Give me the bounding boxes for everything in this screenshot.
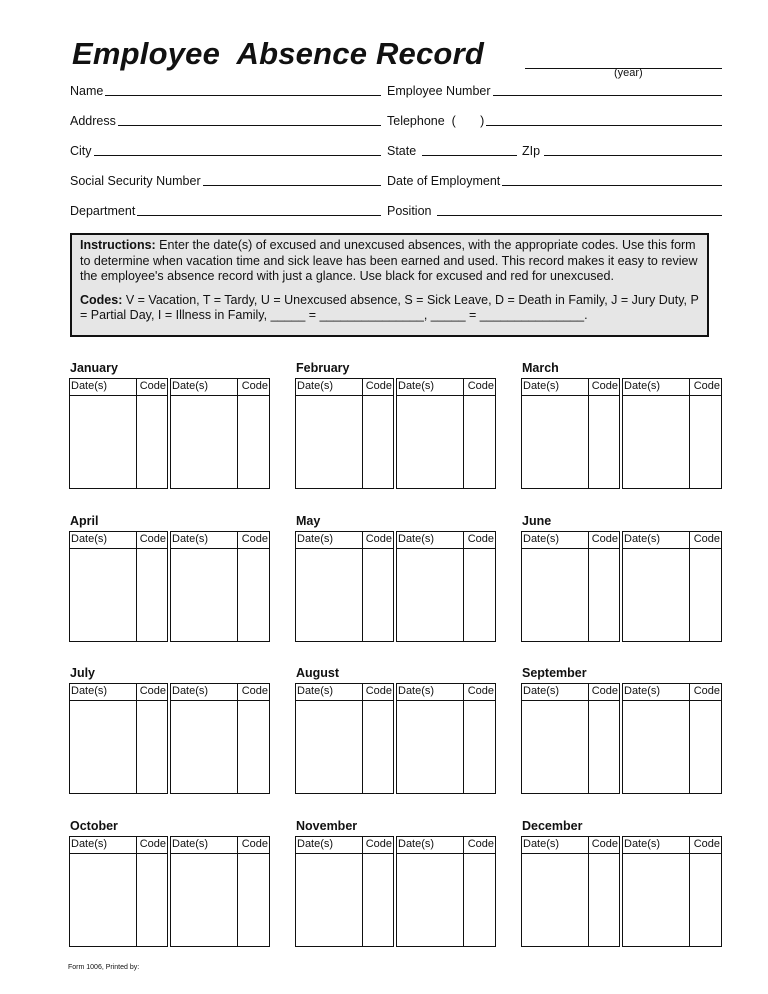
column-divider — [362, 837, 363, 946]
dates-column-header: Date(s) — [71, 685, 108, 697]
column-divider — [136, 532, 137, 641]
city-field[interactable] — [70, 144, 381, 158]
month-title-may: May — [296, 514, 321, 528]
month-subtable[interactable] — [69, 378, 168, 489]
ssn-line[interactable] — [203, 184, 381, 186]
month-title-september: September — [522, 666, 587, 680]
address-line[interactable] — [118, 124, 381, 126]
header-divider — [623, 548, 721, 549]
code-column-header: Code — [467, 533, 494, 545]
header-divider — [623, 853, 721, 854]
column-divider — [237, 379, 238, 488]
header-divider — [70, 700, 167, 701]
header-divider — [296, 853, 393, 854]
telephone-field[interactable] — [387, 114, 722, 128]
column-divider — [362, 532, 363, 641]
name-field[interactable] — [70, 84, 381, 98]
month-subtable[interactable] — [170, 531, 270, 642]
ssn-field[interactable] — [70, 174, 381, 188]
address-field[interactable] — [70, 114, 381, 128]
month-title-november: November — [296, 819, 358, 833]
header-divider — [397, 700, 495, 701]
month-table-may — [295, 531, 496, 642]
column-divider — [136, 684, 137, 793]
column-divider — [237, 532, 238, 641]
date-of-employment-line[interactable] — [502, 184, 722, 186]
month-subtable[interactable] — [396, 531, 496, 642]
header-divider — [522, 395, 619, 396]
month-table-august — [295, 683, 496, 794]
telephone-label: Telephone ( ) — [387, 114, 485, 128]
dates-column-header: Date(s) — [172, 380, 209, 392]
month-title-january: January — [70, 361, 118, 375]
code-column-header: Code — [139, 838, 166, 850]
date-of-employment-field[interactable] — [387, 174, 722, 188]
month-subtable[interactable] — [170, 683, 270, 794]
column-divider — [588, 379, 589, 488]
code-column-header: Code — [365, 838, 392, 850]
code-column-header: Code — [693, 685, 720, 697]
code-column-header: Code — [365, 685, 392, 697]
code-column-header: Code — [693, 380, 720, 392]
month-subtable[interactable] — [622, 683, 722, 794]
dates-column-header: Date(s) — [172, 533, 209, 545]
code-column-header: Code — [139, 685, 166, 697]
month-subtable[interactable] — [521, 836, 620, 947]
dates-column-header: Date(s) — [398, 838, 435, 850]
name-line[interactable] — [105, 94, 381, 96]
dates-column-header: Date(s) — [297, 838, 334, 850]
month-table-march — [521, 378, 722, 489]
dates-column-header: Date(s) — [523, 838, 560, 850]
dates-column-header: Date(s) — [172, 685, 209, 697]
code-column-header: Code — [693, 838, 720, 850]
department-field[interactable] — [70, 204, 381, 218]
header-divider — [522, 700, 619, 701]
column-divider — [689, 837, 690, 946]
position-field[interactable] — [387, 204, 722, 218]
dates-column-header: Date(s) — [297, 685, 334, 697]
code-column-header: Code — [365, 533, 392, 545]
code-column-header: Code — [591, 533, 618, 545]
employee-number-field[interactable] — [387, 84, 722, 98]
city-label: City — [70, 144, 92, 158]
zip-field[interactable] — [522, 144, 722, 158]
header-divider — [296, 548, 393, 549]
month-title-august: August — [296, 666, 340, 680]
ssn-label: Social Security Number — [70, 174, 201, 188]
header-divider — [171, 548, 269, 549]
form-title: Employee Absence Record — [72, 36, 484, 71]
instructions-text: Enter the date(s) of excused and unexcused absences, with the appropriate codes. Use this form to determine when vacation time and sick leave has been earned and used. This record makes it easy to review the employee's absence record with just a glance. Use black for excused and red for unexcused. — [80, 238, 698, 284]
month-subtable[interactable] — [170, 836, 270, 947]
instructions-paragraph — [80, 238, 699, 285]
employee-number-line[interactable] — [493, 94, 722, 96]
month-table-june — [521, 531, 722, 642]
month-subtable[interactable] — [521, 683, 620, 794]
code-column-header: Code — [241, 838, 268, 850]
code-column-header: Code — [591, 838, 618, 850]
header-divider — [522, 548, 619, 549]
instructions-box — [70, 233, 709, 337]
codes-paragraph — [80, 293, 699, 324]
month-subtable[interactable] — [622, 836, 722, 947]
month-table-october — [69, 836, 270, 947]
dates-column-header: Date(s) — [523, 380, 560, 392]
month-subtable[interactable] — [521, 378, 620, 489]
month-subtable[interactable] — [69, 836, 168, 947]
code-column-header: Code — [241, 685, 268, 697]
state-field[interactable] — [387, 144, 517, 158]
month-title-june: June — [522, 514, 552, 528]
column-divider — [463, 379, 464, 488]
dates-column-header: Date(s) — [71, 533, 108, 545]
address-label: Address — [70, 114, 116, 128]
header-divider — [171, 700, 269, 701]
code-column-header: Code — [241, 380, 268, 392]
code-column-header: Code — [139, 380, 166, 392]
header-divider — [70, 548, 167, 549]
code-column-header: Code — [467, 380, 494, 392]
code-column-header: Code — [693, 533, 720, 545]
month-subtable[interactable] — [295, 683, 394, 794]
month-table-february — [295, 378, 496, 489]
dates-column-header: Date(s) — [71, 838, 108, 850]
dates-column-header: Date(s) — [398, 685, 435, 697]
header-divider — [397, 548, 495, 549]
month-subtable[interactable] — [69, 683, 168, 794]
dates-column-header: Date(s) — [624, 380, 661, 392]
column-divider — [237, 837, 238, 946]
header-divider — [171, 853, 269, 854]
column-divider — [136, 379, 137, 488]
column-divider — [362, 684, 363, 793]
column-divider — [689, 379, 690, 488]
instructions-heading: Instructions: — [80, 238, 156, 252]
month-subtable[interactable] — [295, 836, 394, 947]
month-subtable[interactable] — [295, 531, 394, 642]
month-table-january — [69, 378, 270, 489]
month-title-october: October — [70, 819, 118, 833]
month-title-july: July — [70, 666, 96, 680]
code-column-header: Code — [241, 533, 268, 545]
dates-column-header: Date(s) — [523, 533, 560, 545]
date-of-employment-label: Date of Employment — [387, 174, 501, 188]
zip-label: ZIp — [522, 144, 541, 158]
month-title-march: March — [522, 361, 559, 375]
department-label: Department — [70, 204, 136, 218]
department-line[interactable] — [137, 214, 381, 216]
column-divider — [689, 684, 690, 793]
column-divider — [362, 379, 363, 488]
header-divider — [70, 395, 167, 396]
dates-column-header: Date(s) — [624, 685, 661, 697]
month-table-september — [521, 683, 722, 794]
dates-column-header: Date(s) — [624, 533, 661, 545]
state-label: State — [387, 144, 417, 158]
dates-column-header: Date(s) — [624, 838, 661, 850]
zip-line[interactable] — [544, 154, 722, 156]
month-table-july — [69, 683, 270, 794]
month-title-december: December — [522, 819, 583, 833]
header-divider — [623, 395, 721, 396]
column-divider — [463, 837, 464, 946]
column-divider — [463, 532, 464, 641]
month-subtable[interactable] — [396, 683, 496, 794]
name-label: Name — [70, 84, 104, 98]
month-subtable[interactable] — [521, 531, 620, 642]
column-divider — [463, 684, 464, 793]
telephone-line[interactable] — [486, 124, 722, 126]
month-subtable[interactable] — [396, 836, 496, 947]
month-subtable[interactable] — [622, 378, 722, 489]
position-line[interactable] — [437, 214, 722, 216]
month-subtable[interactable] — [295, 378, 394, 489]
code-column-header: Code — [591, 380, 618, 392]
codes-heading: Codes: — [80, 292, 123, 307]
code-column-header: Code — [365, 380, 392, 392]
form-footer: Form 1006, Printed by: — [68, 964, 140, 971]
column-divider — [136, 837, 137, 946]
month-subtable[interactable] — [622, 531, 722, 642]
column-divider — [689, 532, 690, 641]
month-subtable[interactable] — [396, 378, 496, 489]
header-divider — [296, 395, 393, 396]
dates-column-header: Date(s) — [398, 533, 435, 545]
header-divider — [397, 395, 495, 396]
header-divider — [70, 853, 167, 854]
column-divider — [588, 532, 589, 641]
month-subtable[interactable] — [170, 378, 270, 489]
dates-column-header: Date(s) — [297, 533, 334, 545]
dates-column-header: Date(s) — [297, 380, 334, 392]
column-divider — [588, 837, 589, 946]
city-line[interactable] — [94, 154, 381, 156]
month-subtable[interactable] — [69, 531, 168, 642]
code-column-header: Code — [467, 685, 494, 697]
month-title-april: April — [70, 514, 99, 528]
code-column-header: Code — [591, 685, 618, 697]
dates-column-header: Date(s) — [398, 380, 435, 392]
month-table-december — [521, 836, 722, 947]
employee-number-label: Employee Number — [387, 84, 491, 98]
dates-column-header: Date(s) — [523, 685, 560, 697]
month-table-november — [295, 836, 496, 947]
header-divider — [397, 853, 495, 854]
header-divider — [296, 700, 393, 701]
dates-column-header: Date(s) — [172, 838, 209, 850]
header-divider — [623, 700, 721, 701]
code-column-header: Code — [467, 838, 494, 850]
state-line[interactable] — [422, 154, 517, 156]
code-column-header: Code — [139, 533, 166, 545]
dates-column-header: Date(s) — [71, 380, 108, 392]
column-divider — [237, 684, 238, 793]
column-divider — [588, 684, 589, 793]
header-divider — [522, 853, 619, 854]
header-divider — [171, 395, 269, 396]
codes-text: V = Vacation, T = Tardy, U = Unexcused absence, S = Sick Leave, D = Death in Family, J = Jury Duty, P = Partial Day, I = Illness in Family, _____ = _______________, _____ = _______________. — [80, 292, 699, 323]
year-label: (year) — [614, 67, 643, 79]
month-table-april — [69, 531, 270, 642]
month-title-february: February — [296, 361, 350, 375]
position-label: Position — [387, 204, 432, 218]
